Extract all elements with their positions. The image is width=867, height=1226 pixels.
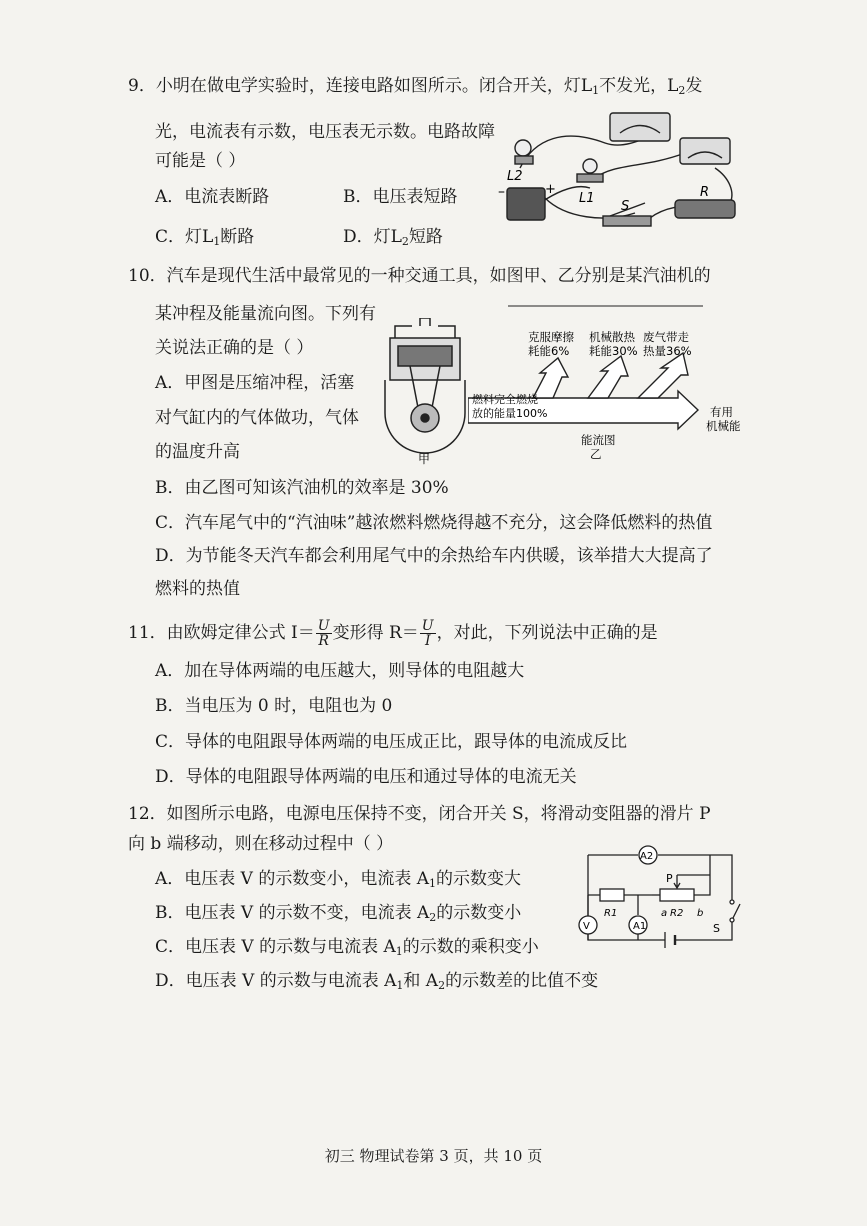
q12-label-a2: A2: [640, 851, 654, 862]
q10-energy-flow-figure: [468, 303, 748, 463]
q10-line2: 某冲程及能量流向图。下列有: [155, 304, 376, 324]
q9-label-r: R: [700, 185, 710, 200]
q10-caption-a: 能流图: [581, 433, 616, 447]
q10-line3: 关说法正确的是（ ）: [155, 338, 314, 358]
q9-option-b: B．电压表短路: [343, 187, 458, 207]
q12-circuit-figure: [570, 840, 750, 960]
q9-line2: 光，电流表有示数，电压表无示数。电路故障: [155, 122, 495, 142]
q9-circuit-figure: [495, 108, 745, 233]
q11-option-d: D．导体的电阻跟导体两端的电压和通过导体的电流无关: [155, 767, 577, 787]
q10-engine-figure: [380, 318, 470, 468]
q12-label-s: S: [713, 922, 720, 935]
q12-label-a1: A1: [633, 921, 647, 932]
q9-option-a: A．电流表断路: [155, 187, 270, 207]
q10-caption-b: 乙: [590, 447, 602, 461]
q10-option-a-3: 的温度升高: [155, 442, 240, 462]
q9-option-c: C．灯$L_1$断路: [155, 227, 255, 248]
q10-loss1-b: 耗能6%: [528, 344, 570, 358]
q10-option-d-2: 燃料的热值: [155, 579, 240, 599]
q10-loss2-a: 机械散热: [589, 330, 635, 344]
q10-input-b: 放的能量100%: [472, 407, 548, 420]
q10-label-jia: 甲: [418, 452, 431, 466]
q11-option-c: C．导体的电阻跟导体两端的电压成正比，跟导体的电流成反比: [155, 732, 628, 752]
q12-label-v: V: [583, 921, 590, 932]
q12-label-r1: R1: [604, 908, 618, 919]
q11-option-b: B．当电压为 0 时，电阻也为 0: [155, 696, 393, 716]
q9-label-l1: L1: [579, 191, 595, 206]
q12-label-a: a: [661, 908, 668, 919]
q9-line3: 可能是（ ）: [155, 151, 246, 171]
q9-line1: 9．小明在做电学实验时，连接电路如图所示。闭合开关，灯$L_1$不发光，$L_2$发: [128, 76, 703, 97]
q9-label-minus: –: [498, 184, 505, 200]
q12-option-d: D．电压表 V 的示数与电流表 $A_1$和 $A_2$的示数差的比值不变: [155, 971, 599, 992]
q12-label-r2: R2: [670, 908, 684, 919]
q10-option-d-1: D．为节能冬天汽车都会利用尾气中的余热给车内供暖，该举措大大提高了: [155, 546, 713, 566]
q10-loss1-a: 克服摩擦: [528, 330, 574, 344]
q11-option-a: A．加在导体两端的电压越大，则导体的电阻越大: [155, 661, 525, 681]
q12-line2: 向 b 端移动，则在移动过程中（ ）: [128, 834, 394, 854]
q10-line1: 10．汽车是现代生活中最常见的一种交通工具，如图甲、乙分别是某汽油机的: [128, 266, 711, 286]
q10-option-a-1: A．甲图是压缩冲程，活塞: [155, 373, 355, 393]
q10-output-b: 机械能: [706, 419, 741, 433]
q9-label-plus: +: [545, 182, 556, 197]
q12-line1: 12．如图所示电路，电源电压保持不变，闭合开关 S，将滑动变阻器的滑片 P: [128, 804, 711, 824]
q10-option-c: C．汽车尾气中的“汽油味”越浓燃料燃烧得越不充分，这会降低燃料的热值: [155, 513, 713, 533]
q12-option-c: C．电压表 V 的示数与电流表 $A_1$的示数的乘积变小: [155, 937, 539, 958]
q10-loss3-b: 热量36%: [643, 344, 692, 358]
q11-fraction-2: $\frac{U}{I}$: [421, 618, 434, 649]
q11-fraction-1: $\frac{U}{R}$: [317, 618, 330, 649]
q10-option-b: B．由乙图可知该汽油机的效率是 30%: [155, 478, 449, 498]
q9-label-s: S: [621, 199, 630, 214]
q10-loss3-a: 废气带走: [643, 330, 689, 344]
q11-line1: 11．由欧姆定律公式 I＝ $\frac{U}{R}$ 变形得 R＝ $\frac{U}{I}$ ，对此，下列说法中正确的是: [128, 618, 658, 649]
q12-option-b: B．电压表 V 的示数不变，电流表 $A_2$的示数变小: [155, 903, 522, 924]
q12-label-b: b: [697, 908, 704, 919]
q12-option-a: A．电压表 V 的示数变小，电流表 $A_1$的示数变大: [155, 869, 522, 890]
q10-output-a: 有用: [710, 405, 733, 419]
q12-label-p: P: [666, 872, 673, 885]
q10-loss2-b: 耗能30%: [589, 344, 638, 358]
q10-input-a: 燃料完全燃烧: [472, 393, 538, 406]
q9-label-l2: L2: [507, 169, 523, 184]
q9-option-d: D．灯$L_2$短路: [343, 227, 443, 248]
page-footer: 初三 物理试卷第 3 页，共 10 页: [324, 1147, 543, 1165]
q10-option-a-2: 对气缸内的气体做功，气体: [155, 408, 359, 428]
